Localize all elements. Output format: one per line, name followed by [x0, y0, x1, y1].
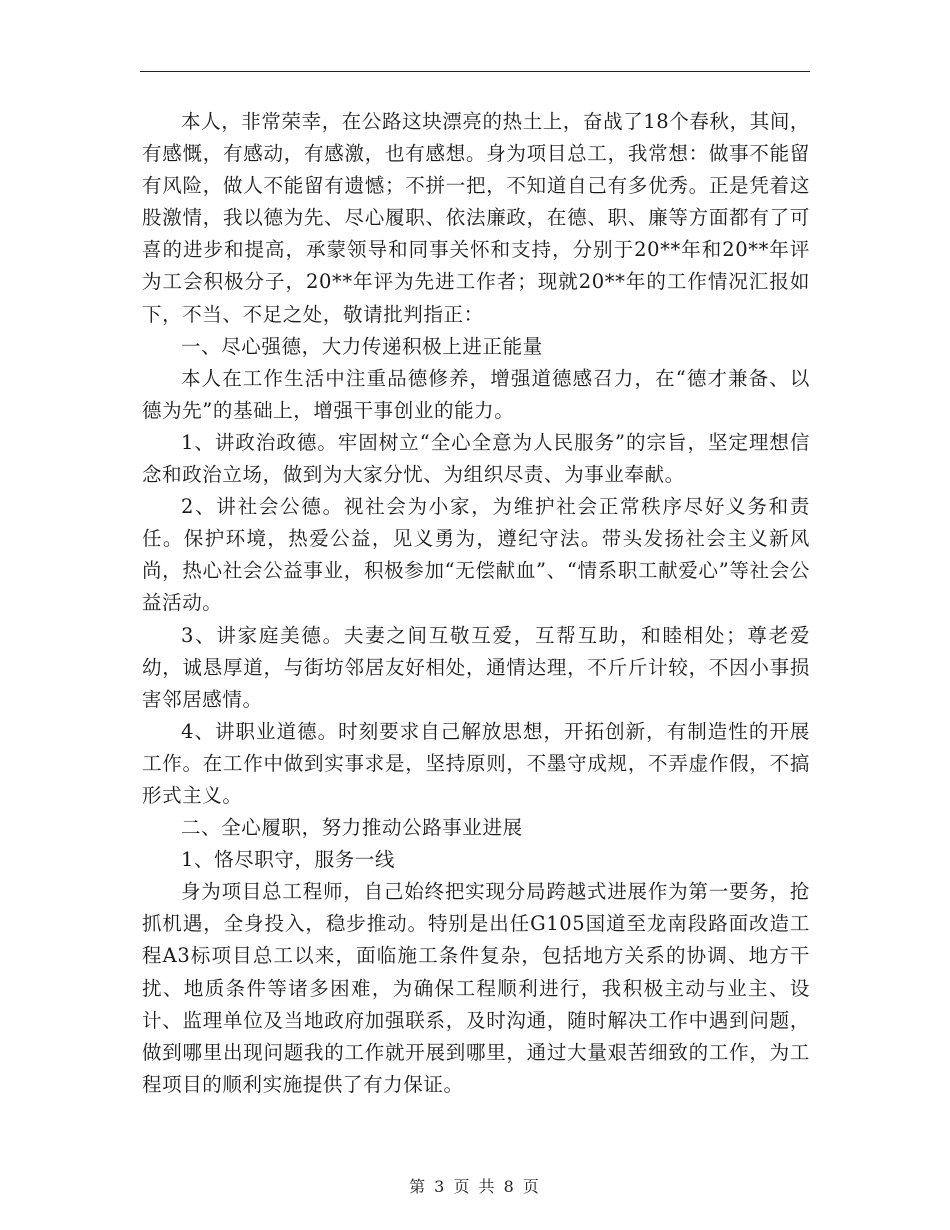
section-heading-2: 二、全心履职，努力推动公路事业进展 [181, 816, 523, 840]
document-body [142, 106, 810, 1101]
header-rule [140, 71, 810, 72]
paragraph: 本人在工作生活中注重品德修养，增强道德感召力，在“德才兼备、以德为先”的基础上，增强干事创业的能力。 [142, 366, 810, 422]
paragraph-intro: 本人，非常荣幸，在公路这块漂亮的热土上，奋战了18个春秋，其间，有感慨，有感动，有感激，也有感想。身为项目总工，我常想：做事不能留有风险，做人不能留有遗憾；不拼一把，不知道自己有多优秀。正是凭着这股激情，我以德为先、尽心履职、依法廉政，在德、职、廉等方面都有了可喜的进步和提高，承蒙领导和同事关怀和支持，分别于20**年和20**年评为工会积极分子，20**年评为先进工作者；现就20**年的工作情况汇报如下，不当、不足之处，敬请批判指正： [142, 110, 811, 326]
list-item-social-ethics: 2、讲社会公德。视社会为小家，为维护社会正常秩序尽好义务和责任。保护环境，热爱公益，见义勇为，遵纪守法。带头发扬社会主义新风尚，热心社会公益事业，积极参加“无偿献血”、“情系职工献爱心”等社会公益活动。 [142, 495, 810, 615]
subsection-heading: 1、恪尽职守，服务一线 [181, 848, 396, 872]
paragraph: 身为项目总工程师，自己始终把实现分局跨越式进展作为第一要务，抢抓机遇，全身投入，稳步推动。特别是出任G105国道至龙南段路面改造工程A3标项目总工以来，面临施工条件复杂，包括地方关系的协调、地方干扰、地质条件等诸多困难，为确保工程顺利进行，我积极主动与业主、设计、监理单位及当地政府加强联系，及时沟通，随时解决工作中遇到问题，做到哪里出现问题我的工作就开展到哪里，通过大量艰苦细致的工作，为工程项目的顺利实施提供了有力保证。 [142, 880, 810, 1096]
list-item-political-ethics: 1、讲政治政德。牢固树立“全心全意为人民服务”的宗旨，坚定理想信念和政治立场，做到为大家分忧、为组织尽责、为事业奉献。 [142, 430, 810, 487]
section-heading-1: 一、尽心强德，大力传递积极上进正能量 [181, 334, 543, 358]
list-item-professional-ethics: 4、讲职业道德。时刻要求自己解放思想，开拓创新，有制造性的开展工作。在工作中做到实事求是，坚持原则，不墨守成规，不弄虚作假，不搞形式主义。 [142, 719, 810, 807]
list-item-family-virtues: 3、讲家庭美德。夫妻之间互敬互爱，互帮互助，和睦相处；尊老爱幼，诚恳厚道，与街坊邻居友好相处，通情达理，不斤斤计较，不因小事损害邻居感情。 [142, 623, 810, 711]
page-number-footer: 第 3 页 共 8 页 [409, 1177, 541, 1196]
